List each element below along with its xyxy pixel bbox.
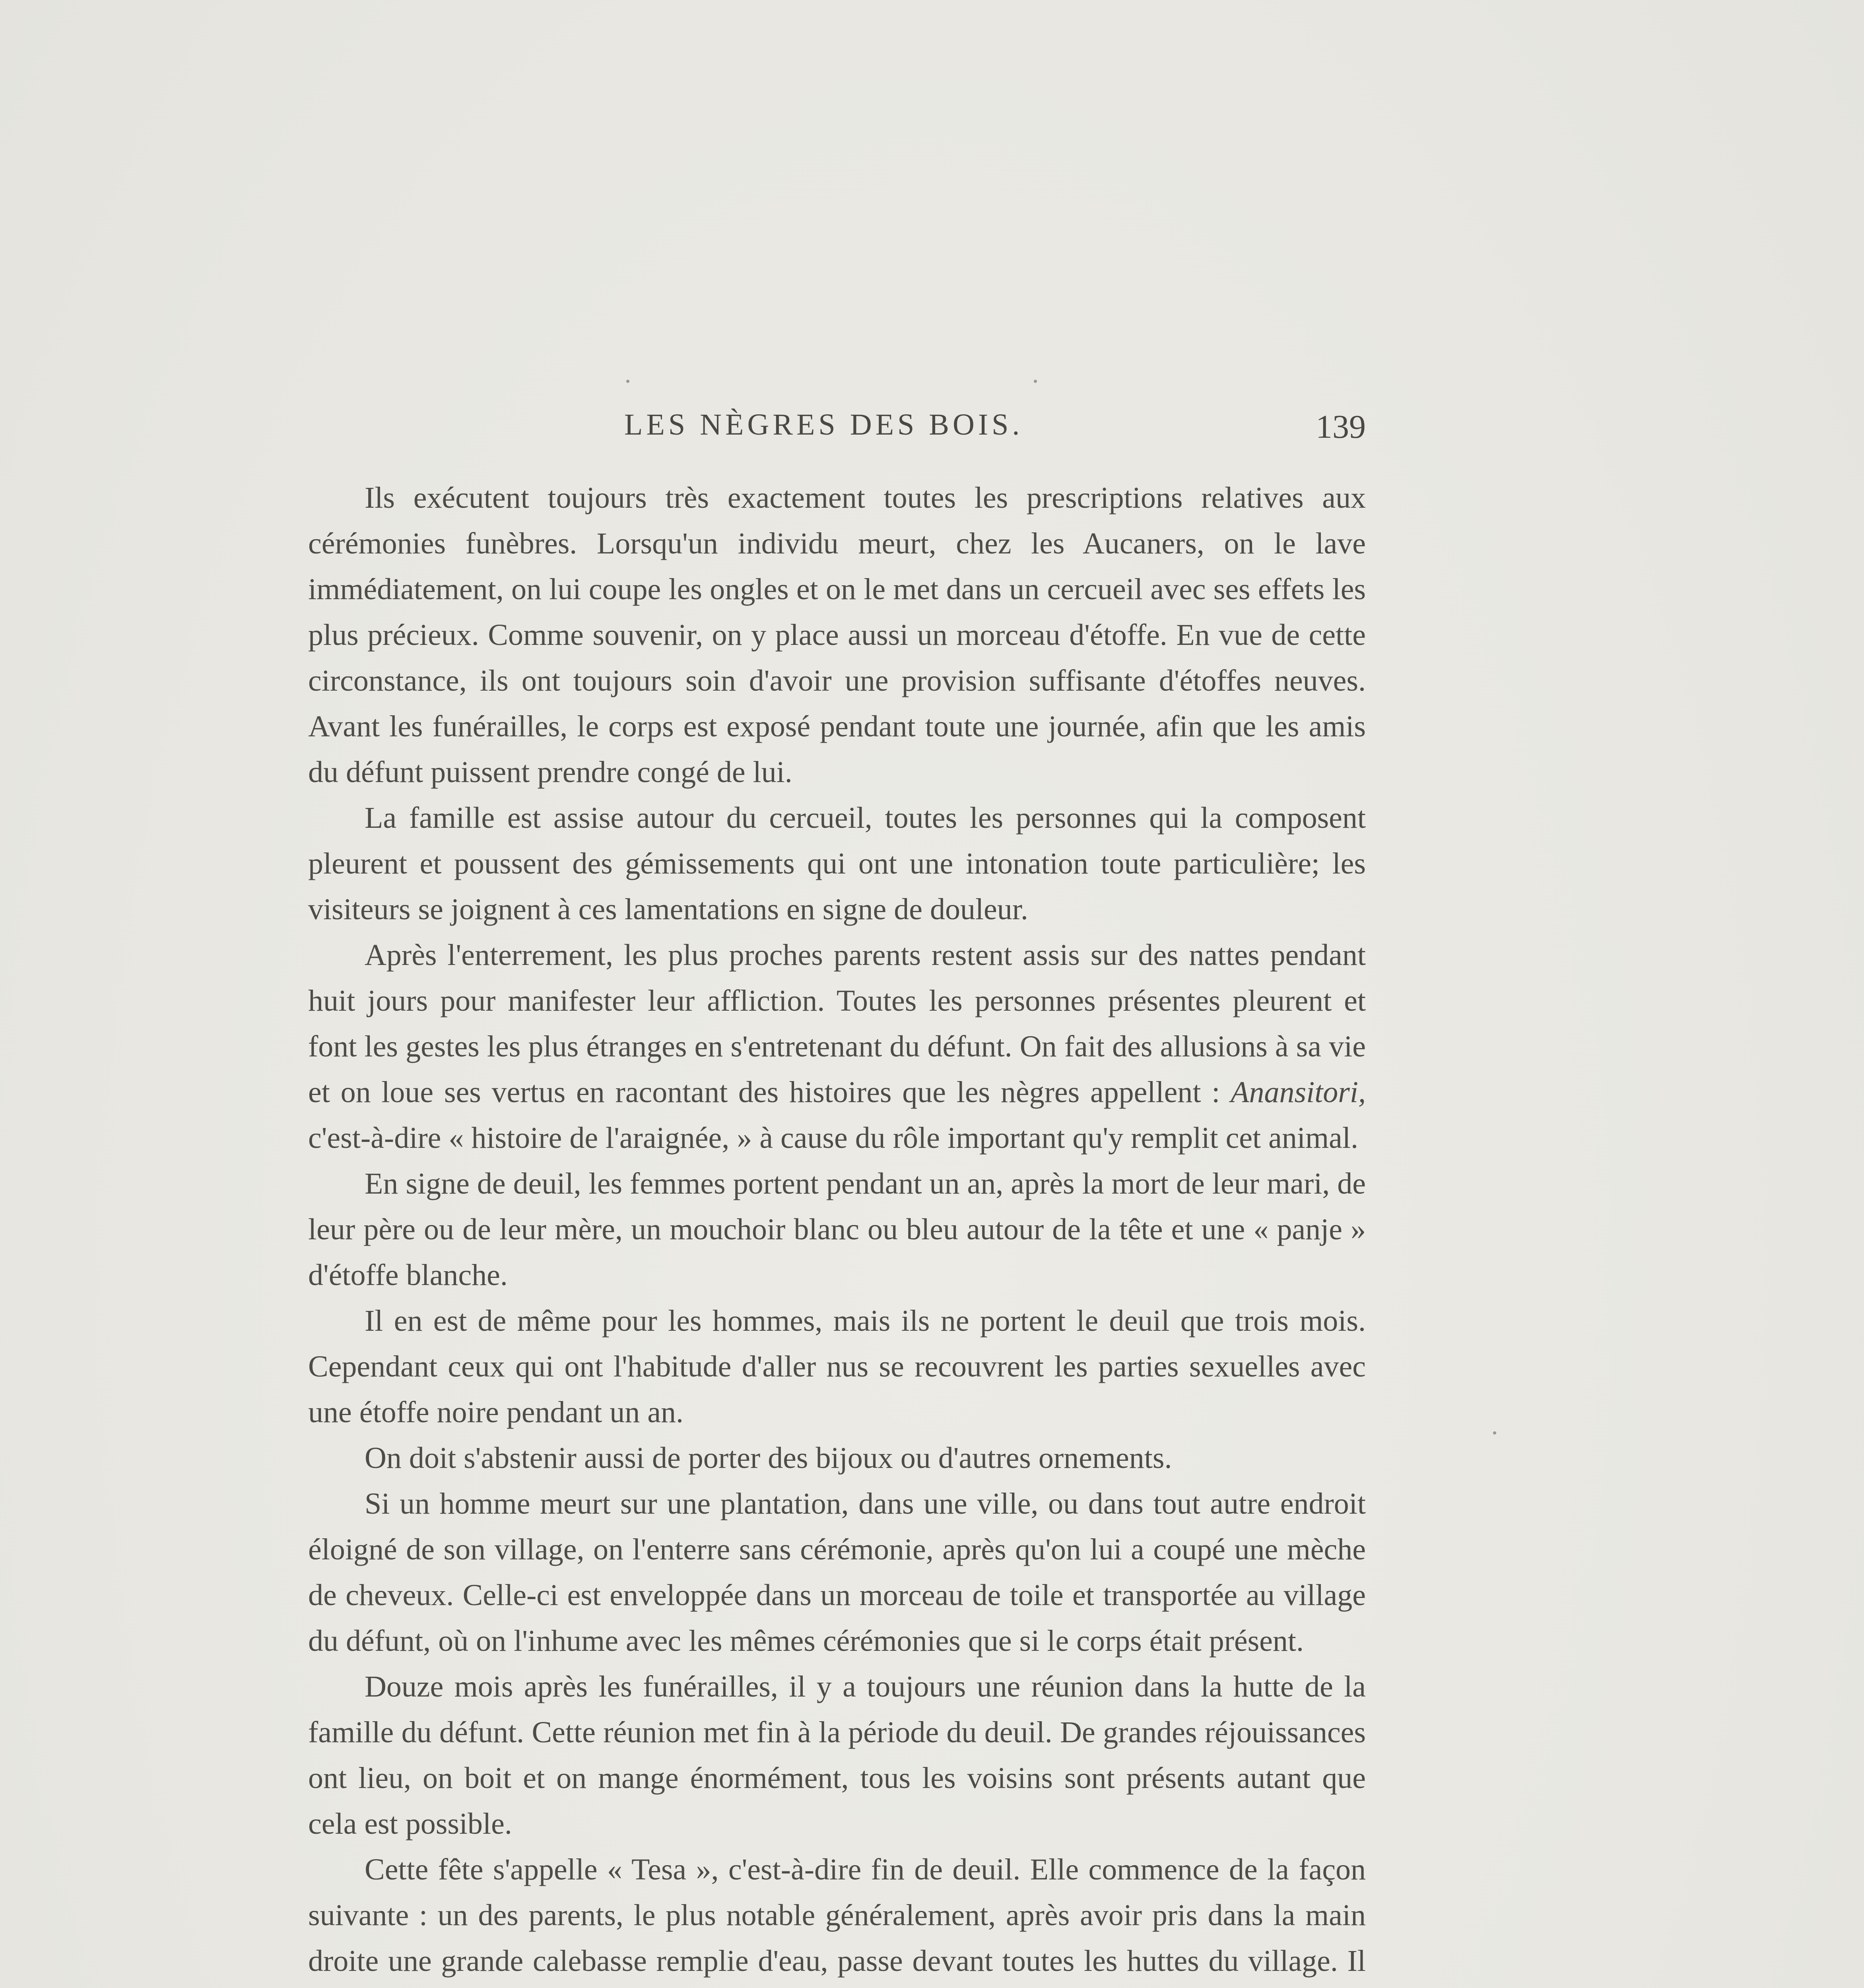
paragraph-7: Si un homme meurt sur une plantation, dans une ville, ou dans tout autre endroit éloigné de son village, on l'enterre sans cérémonie, après qu'on lui a coupé une mèche de cheveux. Celle-ci est enveloppée dans un morceau de toile et transportée au village du défunt, où on l'inhume avec les mêmes cérémonies que si le corps était présent. (308, 1487, 1366, 1658)
paragraph-4: En signe de deuil, les femmes portent pendant un an, après la mort de leur mari, de leur père ou de leur mère, un mouchoir blanc ou bleu autour de la tête et une « panje » d'étoffe blanche. (308, 1167, 1366, 1292)
paragraph-9: Cette fête s'appelle « Tesa », c'est-à-dire fin de deuil. Elle commence de la façon suivante : un des parents, le plus notable généralement, après avoir pris dans la main droite une grande calebasse remplie d'eau, passe devant toutes les huttes du village. Il (308, 1853, 1366, 1978)
running-head (306, 408, 1366, 451)
paragraph-2: La famille est assise autour du cercueil, toutes les personnes qui la composent pleurent et poussent des gémissements qui ont une intonation toute particulière; les visiteurs se joignent à ces lamentations en signe de douleur. (308, 801, 1366, 926)
body-text (308, 475, 1366, 1988)
paragraph-3-part-b: c'est-à-dire « histoire de l'araignée, » à cause du rôle important qu'y remplit cet animal. (308, 1121, 1358, 1155)
running-title: LES NÈGRES DES BOIS. (624, 408, 1023, 441)
paragraph-3-part-a: Après l'enterrement, les plus proches parents restent assis sur des nattes pendant huit jours pour manifester leur affliction. Toutes les personnes présentes pleurent et font les gestes les plus étranges en s'entretenant du défunt. On fait des allusions à sa vie et on loue ses vertus en racontant des histoires que les nègres appellent : (308, 938, 1366, 1109)
page-number: 139 (1316, 408, 1366, 445)
paragraph-8: Douze mois après les funérailles, il y a toujours une réunion dans la hutte de la famille du défunt. Cette réunion met fin à la période du deuil. De grandes réjouissances ont lieu, on boit et on mange énormément, tous les voisins sont présents autant que cela est possible. (308, 1670, 1366, 1840)
anansitori-term: Anansitori, (1231, 1076, 1366, 1109)
paragraph-1: Ils exécutent toujours très exactement toutes les prescriptions relatives aux cérémonies funèbres. Lorsqu'un individu meurt, chez les Aucaners, on le lave immédiatement, on lui coupe les ongles et on le met dans un cercueil avec ses effets les plus précieux. Comme souvenir, on y place aussi un morceau d'étoffe. En vue de cette circonstance, ils ont toujours soin d'avoir une provision suffisante d'étoffes neuves. Avant les funérailles, le corps est exposé pendant toute une journée, afin que les amis du défunt puissent prendre congé de lui. (308, 481, 1366, 789)
paper-speck (1034, 380, 1037, 383)
paragraph-5: Il en est de même pour les hommes, mais ils ne portent le deuil que trois mois. Cependant ceux qui ont l'habitude d'aller nus se recouvrent les parties sexuelles avec une étoffe noire pendant un an. (308, 1304, 1366, 1429)
paragraph-6: On doit s'abstenir aussi de porter des bijoux ou d'autres ornements. (365, 1441, 1172, 1475)
paragraph-3 (308, 932, 1366, 1161)
paper-speck (626, 380, 629, 383)
paper-speck (1493, 1431, 1496, 1435)
